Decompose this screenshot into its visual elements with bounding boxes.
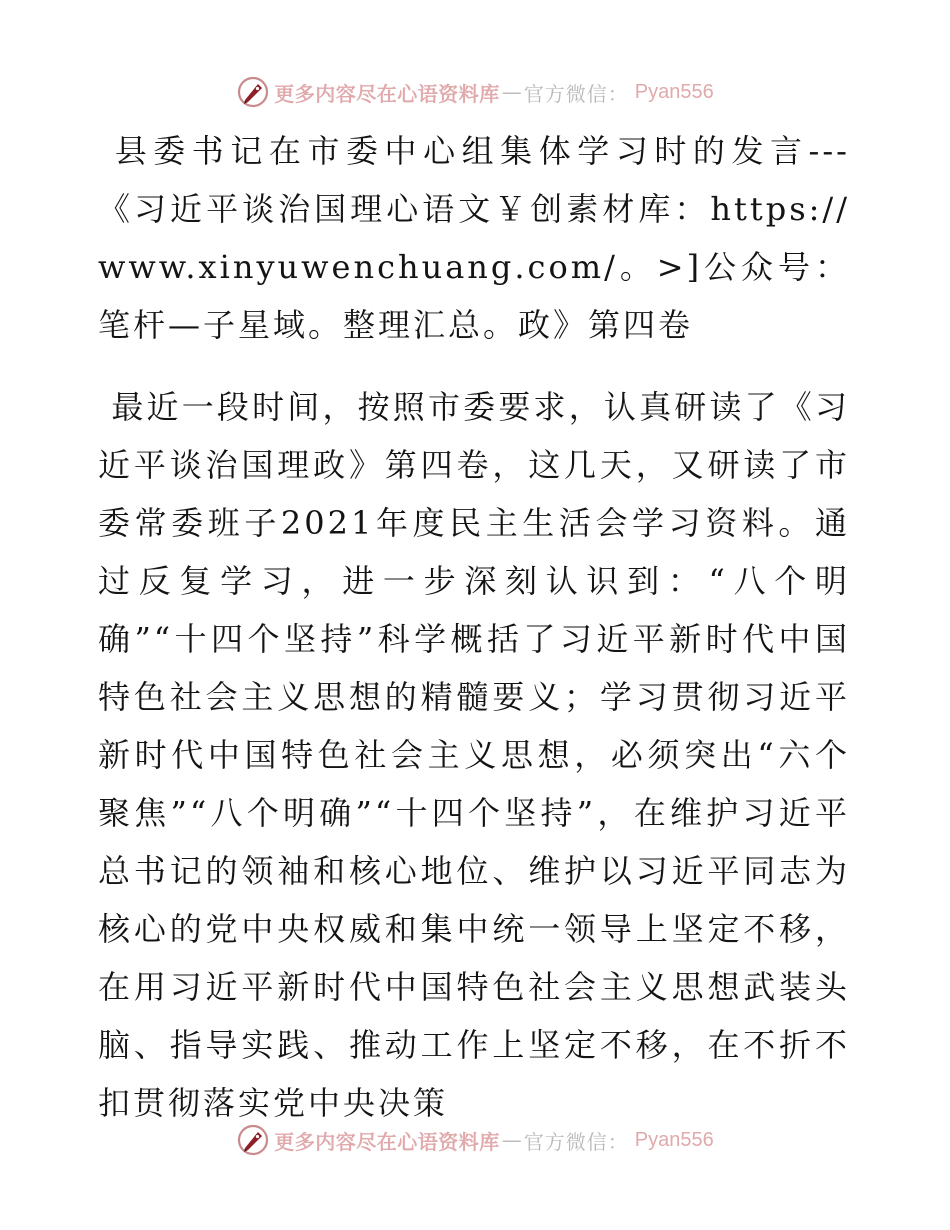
- body-paragraph: 最近一段时间，按照市委要求，认真研读了《习近平谈治国理政》第四卷，这几天，又研读了市委常委班子2021年度民主生活会学习资料。通过反复学习，进一步深刻认识到：“八个明确”“十四个坚持”科学概括了习近平新时代中国特色社会主义思想的精髓要义；学习贯彻习近平新时代中国特色社会主义思想，必须突出“六个聚焦”“八个明确”“十四个坚持”，在维护习近平总书记的领袖和核心地位、维护以习近平同志为核心的党中央权威和集中统一领导上坚定不移，在用习近平新时代中国特色社会主义思想武装头脑、指导实践、推动工作上坚定不移，在不折不扣贯彻落实党中央决策: [98, 388, 850, 1122]
- document-content: [98, 122, 850, 1132]
- footer-banner: [0, 1120, 950, 1160]
- pen-nib-icon: [236, 75, 270, 109]
- pen-nib-icon: [236, 1123, 270, 1157]
- wechat-label: 官方微信：: [523, 1129, 629, 1154]
- banner-slogan: 更多内容尽在心语资料库: [274, 1129, 500, 1154]
- banner-dash: —: [501, 80, 522, 104]
- header-banner: [0, 72, 950, 112]
- wechat-id: Pyan556: [634, 1128, 714, 1151]
- document-title: 县委书记在市委中心组集体学习时的发言---《习近平谈治国理心语文￥创素材库：https://www.xinyuwenchuang.com/。>]公众号：笔杆—子星域。整理汇总。政》第四卷: [98, 132, 850, 344]
- wechat-label: 官方微信：: [523, 81, 629, 106]
- banner-dash: —: [501, 1128, 522, 1152]
- banner-slogan: 更多内容尽在心语资料库: [274, 81, 500, 106]
- wechat-id: Pyan556: [634, 80, 714, 103]
